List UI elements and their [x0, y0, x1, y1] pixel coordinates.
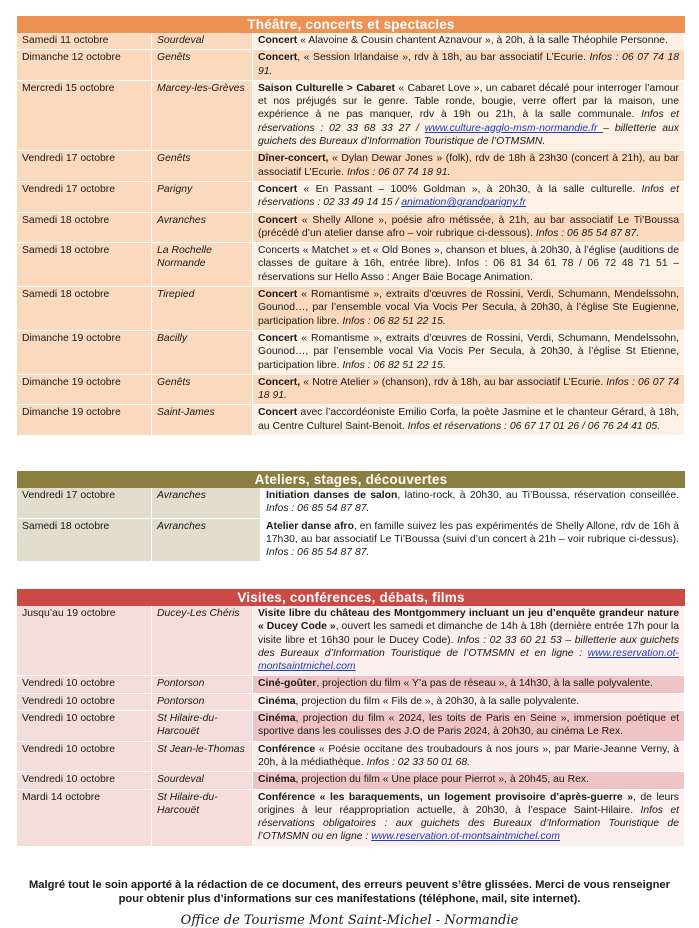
event-place: Parigny: [152, 181, 253, 212]
event-description: [253, 741, 685, 772]
event-text: « Romantisme », extraits d’œuvres de Rossini, Verdi, Schumann, Mendelssohn, Gounod…, par l’ensemble vocal Via Vocis Per Secula, à 20h30, à l’église Ste Eugienne, participation libre.: [258, 289, 679, 327]
event-date: Dimanche 19 octobre: [17, 405, 152, 436]
event-place: Avranches: [152, 488, 261, 518]
event-title: Conférence: [258, 743, 316, 755]
event-info: Infos : 02 33 60 21 53 – billetterie aux guichets des Bureaux d’Information Touristique de l’OTMSMN et en ligne :: [258, 634, 679, 659]
event-text: « Poésie occitane des troubadours à nos jours », par Marie-Jeanne Verny, à 20h, à la médiathèque.: [258, 743, 679, 768]
event-text: , latino-rock, à 20h30, au Ti’Boussa, réservation conseillée.: [397, 490, 679, 501]
event-info: Infos : 06 85 54 87 87.: [266, 547, 370, 559]
event-text: , projection du film « Y’a pas de réseau », à 14h30, à la salle polyvalente.: [316, 678, 653, 690]
event-text: Concerts « Matchet » et « Old Bones », chanson et blues, à 20h30, à l’église (auditions de classes de guitare à 16h, entrée libre). Infos : 06 81 34 61 78 / 06 72 48 71 51 – réservations sur Hello Asso : Anger Baie Bocage Animation.: [258, 245, 679, 283]
event-info: Infos et réservations : 02 33 49 14 15 /: [258, 183, 679, 209]
event-text: , en famille suivez les pas expérimentés de Shelly Allone, rdv de 16h à 17h30, au bar associatif Le Ti’Boussa (suivi d’un concert à 21h – voir rubrique ci-dessus).: [266, 520, 679, 545]
event-place: Genêts: [152, 374, 253, 405]
event-text: « En Passant – 100% Goldman », à 20h30, à la salle culturelle.: [297, 183, 642, 195]
event-row: [17, 287, 685, 331]
event-description: [253, 50, 685, 81]
event-date: Vendredi 10 octobre: [17, 676, 152, 693]
event-title: Concert: [258, 289, 298, 301]
event-row: [17, 606, 685, 676]
event-text: « Cabaret Love », un cabaret décalé pour interroger l’amour et nos préjugés sur le genre. Table ronde, bougie, verre offert par la maison, une expérience à ne pas manquer, rdv à 19h ou 21h, à la salle communale.: [258, 82, 679, 121]
event-link[interactable]: www.culture-agglo-msm-normandie.fr: [424, 122, 604, 134]
event-date: Jusqu’au 19 octobre: [17, 606, 152, 676]
event-place: St Hilaire-du-Harcouët: [152, 789, 253, 846]
event-info: Infos : 06 85 54 87 87.: [266, 503, 370, 515]
event-title: Concert: [258, 35, 298, 46]
event-description: [253, 772, 685, 789]
event-info: Infos : 06 85 54 87 87.: [535, 227, 640, 239]
event-row: [17, 50, 685, 81]
event-title: Concert,: [258, 376, 301, 388]
event-info: Infos et réservations : 02 33 68 33 27 /: [258, 109, 679, 134]
event-place: Avranches: [152, 212, 253, 243]
event-description: [253, 33, 685, 50]
event-date: Vendredi 10 octobre: [17, 741, 152, 772]
event-description: [253, 606, 685, 676]
event-info: Infos et réservations : 06 67 17 01 26 / 06 76 24 41 05.: [407, 420, 661, 432]
event-row: [17, 488, 685, 518]
event-date: Vendredi 10 octobre: [17, 772, 152, 789]
event-date: Samedi 18 octobre: [17, 518, 152, 562]
event-date: Samedi 18 octobre: [17, 243, 152, 287]
event-place: Saint-James: [152, 405, 253, 436]
event-date: Samedi 18 octobre: [17, 212, 152, 243]
event-row: [17, 181, 685, 212]
event-place: St Hilaire-du-Harcouët: [152, 711, 253, 742]
event-description: [253, 693, 685, 710]
event-text: , projection du film « Fils de », à 20h30, à la salle polyvalente.: [295, 695, 580, 707]
event-link[interactable]: www.reservation.ot-montsaintmichel.com: [258, 647, 679, 673]
section-title: Ateliers, stages, découvertes: [17, 471, 685, 488]
event-row: [17, 80, 685, 150]
section-theatre-concerts: [17, 16, 685, 436]
event-place: Pontorson: [152, 693, 253, 710]
event-text: « Dylan Dewar Jones » (folk), rdv de 18h à 23h30 (concert à 21h), au bar associatif L’Ecurie.: [258, 153, 679, 178]
event-date: Vendredi 10 octobre: [17, 693, 152, 710]
event-row: [17, 243, 685, 287]
event-info-tail: – billetterie aux guichets des Bureaux d’Information Touristique de l’OTMSMN.: [258, 122, 679, 148]
event-title: Cinéma: [258, 695, 296, 707]
event-text: « Alavoine & Cousin chantent Aznavour », à 20h, à la salle Théophile Personne.: [297, 35, 668, 46]
event-place: Tirepied: [152, 287, 253, 331]
event-title: Concert: [258, 332, 298, 344]
event-date: Dimanche 12 octobre: [17, 50, 152, 81]
event-date: Vendredi 17 octobre: [17, 151, 152, 182]
event-place: Sourdeval: [152, 33, 253, 50]
event-title: Dîner-concert,: [258, 153, 329, 165]
event-date: Vendredi 10 octobre: [17, 711, 152, 742]
event-title: Conférence « les baraquements, un logement provisoire d’après-guerre »: [258, 791, 633, 803]
event-info: Infos : 06 07 74 18 91.: [346, 166, 451, 178]
event-description: [253, 181, 685, 212]
event-row: [17, 330, 685, 374]
event-description: [261, 518, 685, 562]
event-title: Ciné-goûter: [258, 678, 317, 690]
event-description: [253, 80, 685, 150]
section-visites: [17, 589, 685, 847]
event-text: « Shelly Allone », poésie afro métissée, à 21h, au bar associatif Le Ti’Boussa (précédé d’un atelier danse afro – voir rubrique ci-dessous).: [258, 214, 679, 239]
event-title: Concert: [258, 214, 298, 226]
event-row: [17, 772, 685, 789]
event-description: [261, 488, 685, 518]
event-row: [17, 676, 685, 693]
event-text: « Notre Atelier » (chanson), rdv à 18h, au bar associatif L’Ecurie.: [300, 376, 607, 388]
event-place: Pontorson: [152, 676, 253, 693]
event-date: Samedi 18 octobre: [17, 287, 152, 331]
event-text: , « Session Irlandaise », rdv à 18h, au bar associatif L’Ecurie.: [297, 52, 590, 64]
event-row: [17, 374, 685, 405]
event-date: Vendredi 17 octobre: [17, 488, 152, 518]
event-info: Infos : 06 82 51 22 15.: [342, 315, 446, 327]
event-place: Sourdeval: [152, 772, 253, 789]
event-title: Atelier danse afro: [266, 520, 354, 532]
event-place: La Rochelle Normande: [152, 243, 253, 287]
event-date: Samedi 11 octobre: [17, 33, 152, 50]
event-description: [253, 676, 685, 693]
event-info: Infos : 06 07 74 18 91.: [258, 376, 679, 402]
event-title: Initiation danses de salon: [266, 490, 398, 501]
event-text: , de leurs origines à leur réappropriation actuelle, à 20h30, à l’espace Saint-Hilaire.: [258, 791, 679, 816]
events-table: [17, 488, 685, 562]
event-date: Mercredi 15 octobre: [17, 80, 152, 150]
section-ateliers: [17, 471, 685, 562]
event-place: Genêts: [152, 50, 253, 81]
event-date: Dimanche 19 octobre: [17, 374, 152, 405]
event-row: [17, 151, 685, 182]
event-row: [17, 212, 685, 243]
event-description: [253, 330, 685, 374]
events-table: [17, 33, 685, 436]
event-description: [253, 405, 685, 436]
event-row: [17, 789, 685, 846]
event-description: [253, 711, 685, 742]
event-date: Vendredi 17 octobre: [17, 181, 152, 212]
event-info: Infos : 06 07 74 18 91.: [258, 52, 680, 77]
event-place: Marcey-les-Grèves: [152, 80, 253, 150]
event-description: [253, 151, 685, 182]
event-text: , ouvert les samedi et dimanche de 14h à 18h (dernière entrée 17h pour la visite libre et 16h30 pour le Ducey Code).: [258, 621, 680, 646]
event-description: [253, 287, 685, 331]
event-description: [253, 243, 685, 287]
event-info: Infos : 02 33 50 01 68.: [366, 756, 471, 768]
event-place: St Jean-le-Thomas: [152, 741, 253, 772]
event-title: Visite libre du château des Montgommery incluant un jeu d’enquête grandeur nature « Ducey Code »: [258, 608, 679, 633]
event-row: [17, 518, 685, 562]
event-text: « Romantisme », extraits d’œuvres de Rossini, Verdi, Schumann, Mendelssohn, Gounod…, par l’ensemble vocal Via Vocis Per Secula, à 20h30, à l’église St Etienne, participation libre.: [258, 332, 679, 371]
event-title: Concert: [258, 183, 298, 195]
event-title: Concert: [258, 52, 298, 64]
event-row: [17, 33, 685, 50]
event-row: [17, 693, 685, 710]
event-row: [17, 711, 685, 742]
event-text: avec l’accordéoniste Emilio Corfa, la poète Jasmine et le chanteur Gérard, à 18h, au Centre Culturel Saint-Benoit.: [258, 407, 679, 432]
event-place: Bacilly: [152, 330, 253, 374]
office-signature: Office de Tourisme Mont Saint-Michel - Normandie: [180, 913, 519, 928]
events-table: [17, 606, 685, 847]
event-description: [253, 212, 685, 243]
event-row: [17, 405, 685, 436]
event-place: Genêts: [152, 151, 253, 182]
event-place: Avranches: [152, 518, 261, 562]
event-info: Infos et réservations obligatoires : aux guichets des Bureaux d’Information Touristique de l’OTMSMN ou en ligne :: [258, 804, 679, 843]
event-description: [253, 789, 685, 846]
section-title: Visites, conférences, débats, films: [17, 589, 685, 606]
event-text: , projection du film « 2024, les toits de Paris en Seine », immersion poétique et sportive dans les coulisses des J.O de Paris 2024, à 20h30, au cinéma Le Rex.: [258, 713, 679, 738]
event-title: Cinéma: [258, 713, 296, 725]
event-title: Cinéma: [258, 774, 296, 786]
event-date: Mardi 14 octobre: [17, 789, 152, 846]
event-link[interactable]: www.reservation.ot-montsaintmichel.com: [371, 831, 561, 843]
section-title: Théâtre, concerts et spectacles: [17, 16, 685, 33]
event-title: Saison Culturelle > Cabaret: [258, 82, 395, 94]
event-title: Concert: [258, 407, 298, 419]
event-link[interactable]: animation@grandparigny.fr: [401, 197, 526, 209]
event-place: Ducey-Les Chéris: [152, 606, 253, 676]
event-info: Infos : 06 82 51 22 15.: [342, 359, 446, 371]
event-description: [253, 374, 685, 405]
event-date: Dimanche 19 octobre: [17, 330, 152, 374]
event-row: [17, 741, 685, 772]
disclaimer-text: Malgré tout le soin apporté à la rédaction de ce document, des erreurs peuvent s’être glissées. Merci de vous renseigner pour obtenir plus d’informations sur ces manifestations (téléphone, mail, site internet).: [28, 879, 670, 905]
event-text: , projection du film « Une place pour Pierrot », à 20h45, au Rex.: [295, 774, 589, 786]
